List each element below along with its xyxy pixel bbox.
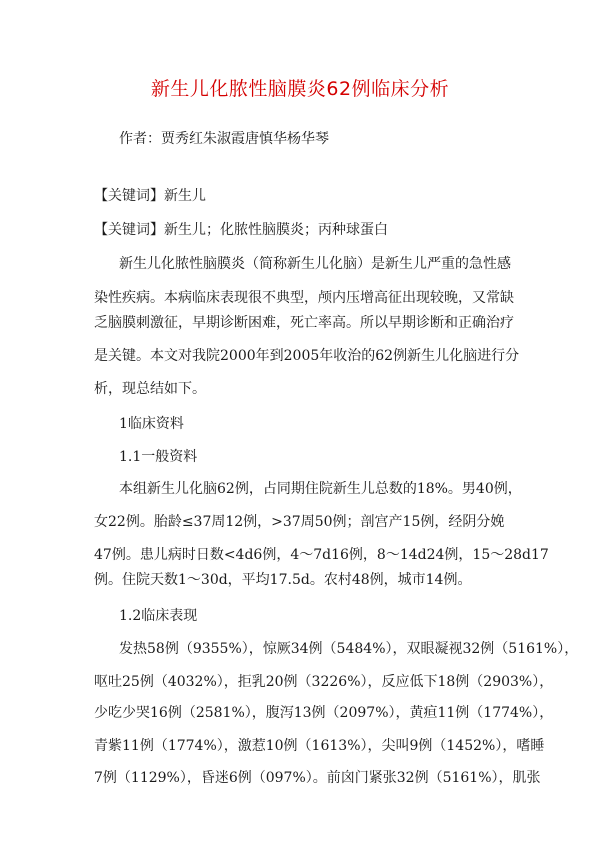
general-line-1: 本组新生儿化脑62例，占同期住院新生儿总数的18%。男40例， [119, 481, 522, 497]
general-line-3: 47例。患儿病时日数<4d6例，4～7d16例，8～14d24例，15～28d17 [94, 547, 549, 563]
section-heading-1: 1临床资料 [119, 416, 184, 432]
clinical-line-4: 青紫11例（1774%），激惹10例（1613%），尖叫9例（1452%），嗜睡 [94, 738, 545, 754]
document-title: 新生儿化脓性脑膜炎62例临床分析 [150, 78, 450, 100]
general-line-2: 女22例。胎龄≤37周12例，>37周50例；剖宫产15例，经阴分娩 [94, 514, 505, 530]
keywords-line-1: 【关键词】新生儿 [94, 188, 206, 204]
intro-line-2: 染性疾病。本病临床表现很不典型，颅内压增高征出现较晚，又常缺 [94, 290, 514, 306]
clinical-line-1: 发热58例（9355%），惊厥34例（5484%），双眼凝视32例（5161%）， [119, 641, 579, 657]
intro-line-1: 新生儿化脓性脑膜炎（简称新生儿化脑）是新生儿严重的急性感 [119, 256, 511, 272]
author-line: 作者：贾秀红朱淑霞唐慎华杨华琴 [119, 131, 329, 147]
section-heading-1-1: 1.1一般资料 [119, 449, 198, 465]
clinical-line-5: 7例（1129%），昏迷6例（097%）。前囟门紧张32例（5161%），肌张 [94, 770, 541, 786]
clinical-line-2: 呕吐25例（4032%），拒乳20例（3226%），反应低下18例（2903%）， [94, 674, 554, 690]
clinical-line-3: 少吃少哭16例（2581%），腹泻13例（2097%），黄疸11例（1774%）， [94, 705, 554, 721]
intro-line-3: 乏脑膜刺激征，早期诊断困难，死亡率高。所以早期诊断和正确治疗 [94, 315, 514, 331]
general-line-4: 例。住院天数1～30d，平均17.5d。农村48例，城市14例。 [94, 572, 472, 588]
section-heading-1-2: 1.2临床表现 [119, 608, 198, 624]
intro-line-4: 是关键。本文对我院2000年到2005年收治的62例新生儿化脑进行分 [94, 348, 520, 364]
intro-line-5: 析，现总结如下。 [94, 381, 206, 397]
keywords-line-2: 【关键词】新生儿；化脓性脑膜炎；丙种球蛋白 [94, 222, 388, 238]
